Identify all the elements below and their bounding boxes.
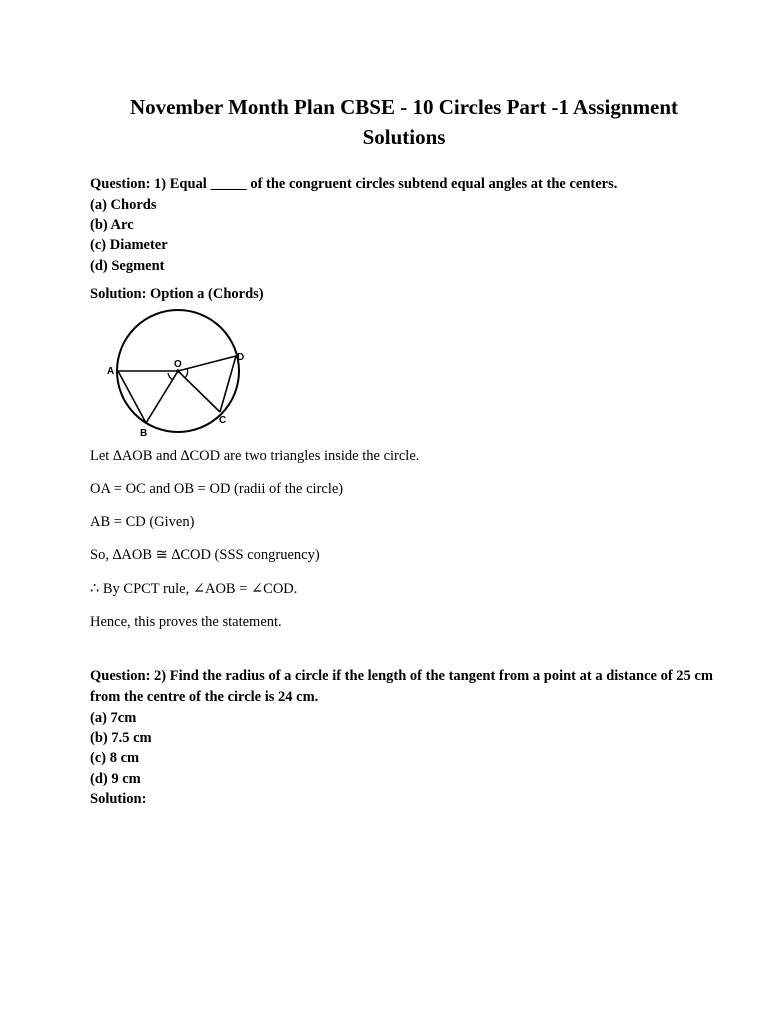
question-2-option-c: (c) 8 cm [90,750,140,766]
question-1-option-c: (c) Diameter [90,237,168,253]
circle-chords-figure [96,307,252,439]
question-1-solution-label: Solution: Option a (Chords) [90,286,264,302]
question-2-option-b: (b) 7.5 cm [90,730,152,746]
solution-step-1: Let ∆AOB and ∆COD are two triangles inside the circle. [90,448,420,464]
chord-cd [220,356,236,412]
solution-step-5: ∴ By CPCT rule, ∠AOB = ∠COD. [90,581,298,597]
question-2-option-d: (d) 9 cm [90,771,141,787]
question-2-option-a: (a) 7cm [90,710,137,726]
question-1-text: Question: 1) Equal _____ of the congruent circles subtend equal angles at the centers. [90,176,618,192]
question-1-option-b: (b) Arc [90,217,134,233]
page-title [60,92,748,152]
page-title-line-1: November Month Plan CBSE - 10 Circles Part -1 Assignment [129,95,679,119]
solution-step-6: Hence, this proves the statement. [90,614,282,630]
radius-ob [146,371,178,423]
label-o: O [174,359,182,370]
page-title-line-2: Solutions [362,125,446,149]
question-1-option-d: (d) Segment [90,258,165,274]
solution-step-2: OA = OC and OB = OD (radii of the circle) [90,481,344,497]
label-a: A [107,366,115,377]
circle-chords-diagram [96,307,252,439]
question-2-solution-label: Solution: [90,791,147,807]
solution-step-3: AB = CD (Given) [90,514,195,530]
angle-aob-arc [168,373,173,380]
label-d: D [237,352,245,363]
solution-step-4: So, ∆AOB ≅ ∆COD (SSS congruency) [90,547,320,563]
question-1-option-a: (a) Chords [90,197,157,213]
label-c: C [219,415,227,426]
question-2-text: Question: 2) Find the radius of a circle if the length of the tangent from a point at a distance of 25 cm from the centre of the circle is 24 cm. [90,668,713,705]
label-b: B [140,428,148,439]
radius-oc [178,371,220,412]
